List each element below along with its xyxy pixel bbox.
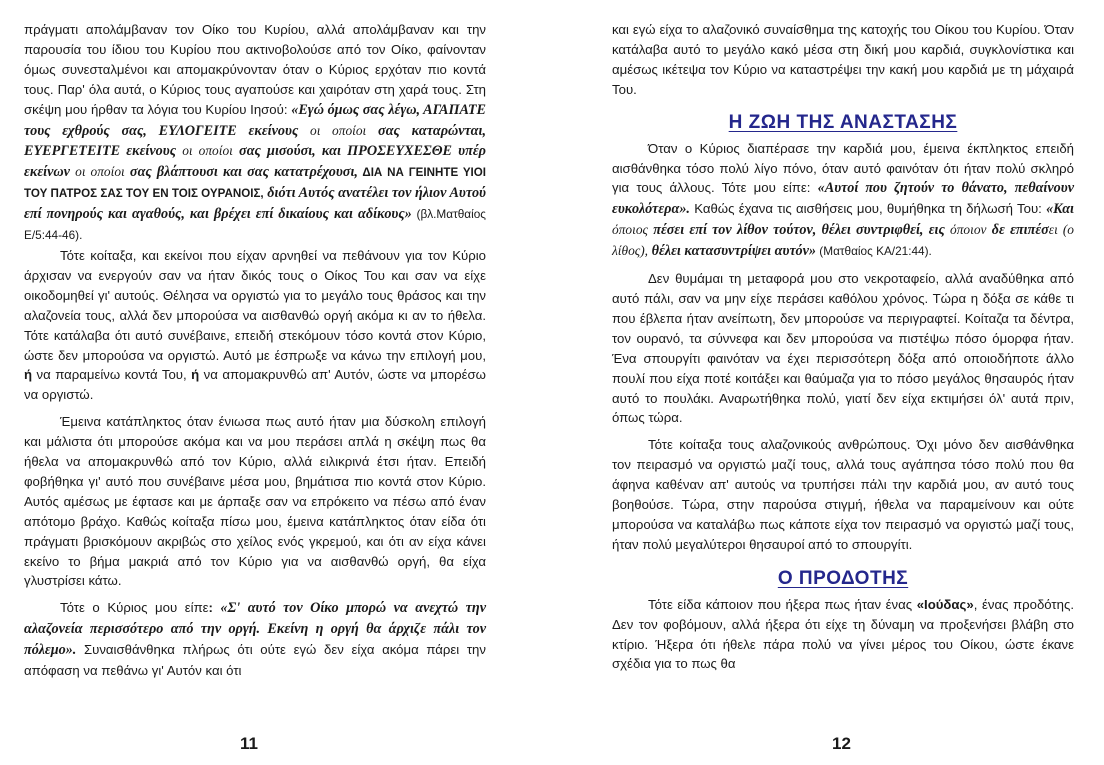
scripture-quote: θέλει κατασυντρίψει αυτόν» xyxy=(648,243,817,260)
paragraph xyxy=(24,20,486,246)
scripture-insert: όποιος xyxy=(612,222,648,238)
paragraph-text: Έμεινα κατάπληκτος όταν ένιωσα πως αυτό ήταν μια δύσκολη επιλογή και μάλιστα ότι μπορούσε ακόμα και να μου περάσει απλά η σκέψη πως θα ήθελα να απομακρυνθώ από τον Κύριο, αλλά ειλικρινά έτσι ήταν. Επειδή φοβήθηκα γι' αυτό που συνέβαινε μέσα μου, βημάτισα πιο κοντά στον Κύριο. Αυτός αμέσως με έφτασε και με άρπαξε σαν να επρόκειτο να πέσω από έναν απότομο βράχο. Καθώς κοίταξα πίσω μου, έμεινα κατάπληκτος όταν είδα ότι πράγματι βρισκόμουν ακριβώς στο χείλος ενός γκρεμού, και ότι αν είχα κάνει εκείνο το βήμα μακριά από τον Κύριο για να αισθανθώ οργή, θα είχα γλυστρίσει κάτω. xyxy=(24,414,486,589)
paragraph-text: Τότε κοίταξα, και εκείνοι που είχαν αρνηθεί να πεθάνουν για τον Κύριο άρχισαν να ενεργούν σαν να ήταν δικός τους ο Οίκος Του και σαν να είχε οικοδομηθεί γι' αυτούς. Θέλησα να οργιστώ για το μεγάλο τους θράσος και την αλαζονεία τους, αλλά δεν μπορούσα να αισθανθώ οργή ακόμα κι αν το ήθελα. Τότε κατάλαβα ότι αυτό συνέβαινε, επειδή στεκόμουν τόσο κοντά στον Κύριο, ώστε δεν μπορούσα να οργιστώ. Αυτό με έσπρωξε να κάνω την επιλογή μου, xyxy=(24,247,486,363)
emphasis: «Ιούδας» xyxy=(916,596,974,612)
page-number: 11 xyxy=(240,734,258,753)
scripture-quote: «Εγώ όμως σας λέγω, ΑΓΑΠΑΤΕ τους εχθρούς σας, xyxy=(24,101,486,139)
colon: : xyxy=(208,600,213,616)
section-heading: Ο ΠΡΟΔΟΤΗΣ xyxy=(777,567,909,589)
paragraph-text: να παραμείνω κοντά Του, xyxy=(36,367,187,383)
paragraph-text: πράγματι απολάμβαναν τον Οίκο του Κυρίου, αλλά απολάμβαναν και την παρουσία του ίδιου του Κυρίου που ακτινοβολούσε από τον Οίκο, φαίνονταν όμως συνεσταλμένοι και απομακρύνονταν όταν ο Κύριος ερχόταν πιο κοντά τους. Παρ' όλα αυτά, ο Κύριος τους αγαπούσε και χαιρόταν στη χαρά τους. Στη σκέψη μου ήρθαν τα λόγια του Κυρίου Ιησού: xyxy=(24,22,486,117)
paragraph-text: Τότε κοίταξα τους αλαζονικούς ανθρώπους. Όχι μόνο δεν αισθάνθηκα τον πειρασμό να οργιστώ μαζί τους, αλλά τους αγάπησα τόσο πολύ που θα άφηνα καθέναν απ' αυτούς να τρυπήσει πάλι την καρδιά μου, αν αυτό τους βοηθούσε. Τώρα, στην παρούσα στιγμή, ήθελα να παραμείνουν και ούτε μπορούσα να καταλάβω πως κάποτε είχα τον πειρασμό να οργιστώ μαζί τους, ήταν πολύ μεγαλύτεροι θησαυροί από το σπουργίτι. xyxy=(612,437,1074,552)
paragraph xyxy=(612,269,1074,428)
section-heading: Η ΖΩΗ ΤΗΣ ΑΝΑΣΤΑΣΗΣ xyxy=(728,111,958,133)
paragraph-text: Τότε ο Κύριος μου είπε xyxy=(60,600,209,616)
emphasis: ή xyxy=(24,367,37,383)
paragraph-text: να απομακρυνθώ απ' Αυτόν, ώστε να μπορέσω να οργιστώ. xyxy=(24,367,486,403)
paragraph xyxy=(612,595,1074,675)
scripture-insert: οι οποίοι xyxy=(75,164,125,180)
scripture-reference: (βλ.Ματθαίος Ε/5:44-46). xyxy=(24,207,486,243)
paragraph-text: Συναισθάνθηκα πλήρως ότι ούτε εγώ δεν είχα ακόμα πάρει την απόφαση να πεθάνω γι' Αυτόν και ότι xyxy=(24,642,486,679)
paragraph xyxy=(612,435,1074,554)
right-page xyxy=(612,20,1074,674)
paragraph-text: , ένας προδότης. Δεν τον φοβόμουν, αλλά ήξερα ότι είχε τη δύναμη να προξενήσει βλάβη στο κτίριο. Ήξερα ότι ήθελε πάρα πολύ να γίνει μέρος του Οίκου, ώστε έκανε σχέδια για το πως θα xyxy=(612,596,1074,672)
paragraph xyxy=(24,246,486,405)
scripture-quote: «Αυτοί που ζητούν το θάνατο, πεθαίνουν ευκολότερα». xyxy=(612,180,1074,218)
paragraph xyxy=(24,598,486,681)
scripture-quote: πέσει επί τον λίθον τούτον, θέλει συντριφθεί, εις xyxy=(647,222,951,239)
paragraph-text: Όταν ο Κύριος διαπέρασε την καρδιά μου, έμεινα έκπληκτος επειδή αισθάνθηκα τόσο πολύ λίγο πόνο, όταν αυτό φαινόταν ότι ήταν πολύ σκληρό για τους άλλους. Τότε μου είπε: xyxy=(612,140,1074,196)
paragraph-text: Καθώς έχανα τις αισθήσεις μου, θυμήθηκα τη δήλωσή Του: xyxy=(689,201,1047,217)
scripture-insert: ει (ο λίθος), xyxy=(612,222,1074,259)
scripture-insert: οι οποίοι xyxy=(310,122,367,138)
scripture-insert: οι οποίοι xyxy=(182,143,233,159)
scripture-quote: «Και xyxy=(1046,201,1074,218)
scripture-reference: (Ματθαίος ΚΑ/21:44). xyxy=(816,244,932,259)
paragraph xyxy=(24,412,486,591)
paragraph xyxy=(612,139,1074,262)
scripture-caps: ΔΙΑ ΝΑ ΓΕΙΝΗΤΕ ΥΙΟΙ ΤΟΥ ΠΑΤΡΟΣ ΣΑΣ ΤΟΥ ΕΝ ΤΟΙΣ ΟΥΡΑΝΟΙΣ, xyxy=(24,166,487,201)
scripture-quote: ΕΥΛΟΓΕΙΤΕ εκείνους xyxy=(146,122,311,139)
left-page xyxy=(24,20,486,681)
scripture-quote: διότι Αυτός ανατέλει τον ήλιον Αυτού επί πονηρούς και αγαθούς, και βρέχει επί δικαίους και αδίκους» xyxy=(24,185,486,223)
paragraph-text: Τότε είδα κάποιον που ήξερα πως ήταν ένας xyxy=(648,596,917,612)
page-number: 12 xyxy=(832,734,851,753)
scripture-insert: όποιον xyxy=(950,222,987,238)
scripture-quote: δε επιπέσ xyxy=(986,222,1049,239)
scripture-quote: σας μισούσι, και ΠΡΟΣΕΥΧΕΣΘΕ υπέρ εκείνων xyxy=(24,143,486,181)
scripture-quote: σας καταρώνται, ΕΥΕΡΓΕΤΕΙΤΕ εκείνους xyxy=(24,122,486,160)
paragraph-text: και εγώ είχα το αλαζονικό συναίσθημα της κατοχής του Οίκου του Κυρίου. Όταν κατάλαβα αυτό το μεγάλο κακό μέσα στη δική μου καρδιά, συγκλονίστικα και αμέσως ικέτεψα τον Κύριο να καταστρέψει την κακή μου καρδιά με τη μάχαιρά Του. xyxy=(612,22,1074,97)
emphasis: ή xyxy=(186,367,204,383)
paragraph xyxy=(612,20,1074,100)
paragraph-text: Δεν θυμάμαι τη μεταφορά μου στο νεκροταφείο, αλλά αναδύθηκα από αυτό πάλι, σαν να μην είχε περάσει καθόλου χρόνος. Τώρα η δόξα σε κάθε τι που έβλεπα ήταν ανείπωτη, δεν μπορούσε να περιγραφτεί. Κοίταζα τα δέντρα, τον ουρανό, τα σύννεφα και δεν μπορούσα να πιστέψω πόσο όμορφα ήταν. Ένα σπουργίτι φαινόταν να έχει περισσότερη δόξα από οποιοδήποτε άλλο πουλί που είχα ποτέ κοιτάξει και θαύμαζα για το πόσο μεγάλος θησαυρός ήταν αυτό το πουλάκι. Αναρωτήθηκα πολύ, γιατί δεν είχα εκτιμήσει όλ' αυτά πριν, όπως τώρα. xyxy=(612,271,1074,426)
scripture-quote: σας βλάπτουσι και σας κατατρέχουσι, xyxy=(124,164,358,181)
scripture-quote: «Σ' αυτό τον Οίκο μπορώ να ανεχτώ την αλαζονεία περισσότερο από την οργή. Εκείνη η οργή θα άρχιζε πάλι τον πόλεμο». xyxy=(24,600,486,659)
